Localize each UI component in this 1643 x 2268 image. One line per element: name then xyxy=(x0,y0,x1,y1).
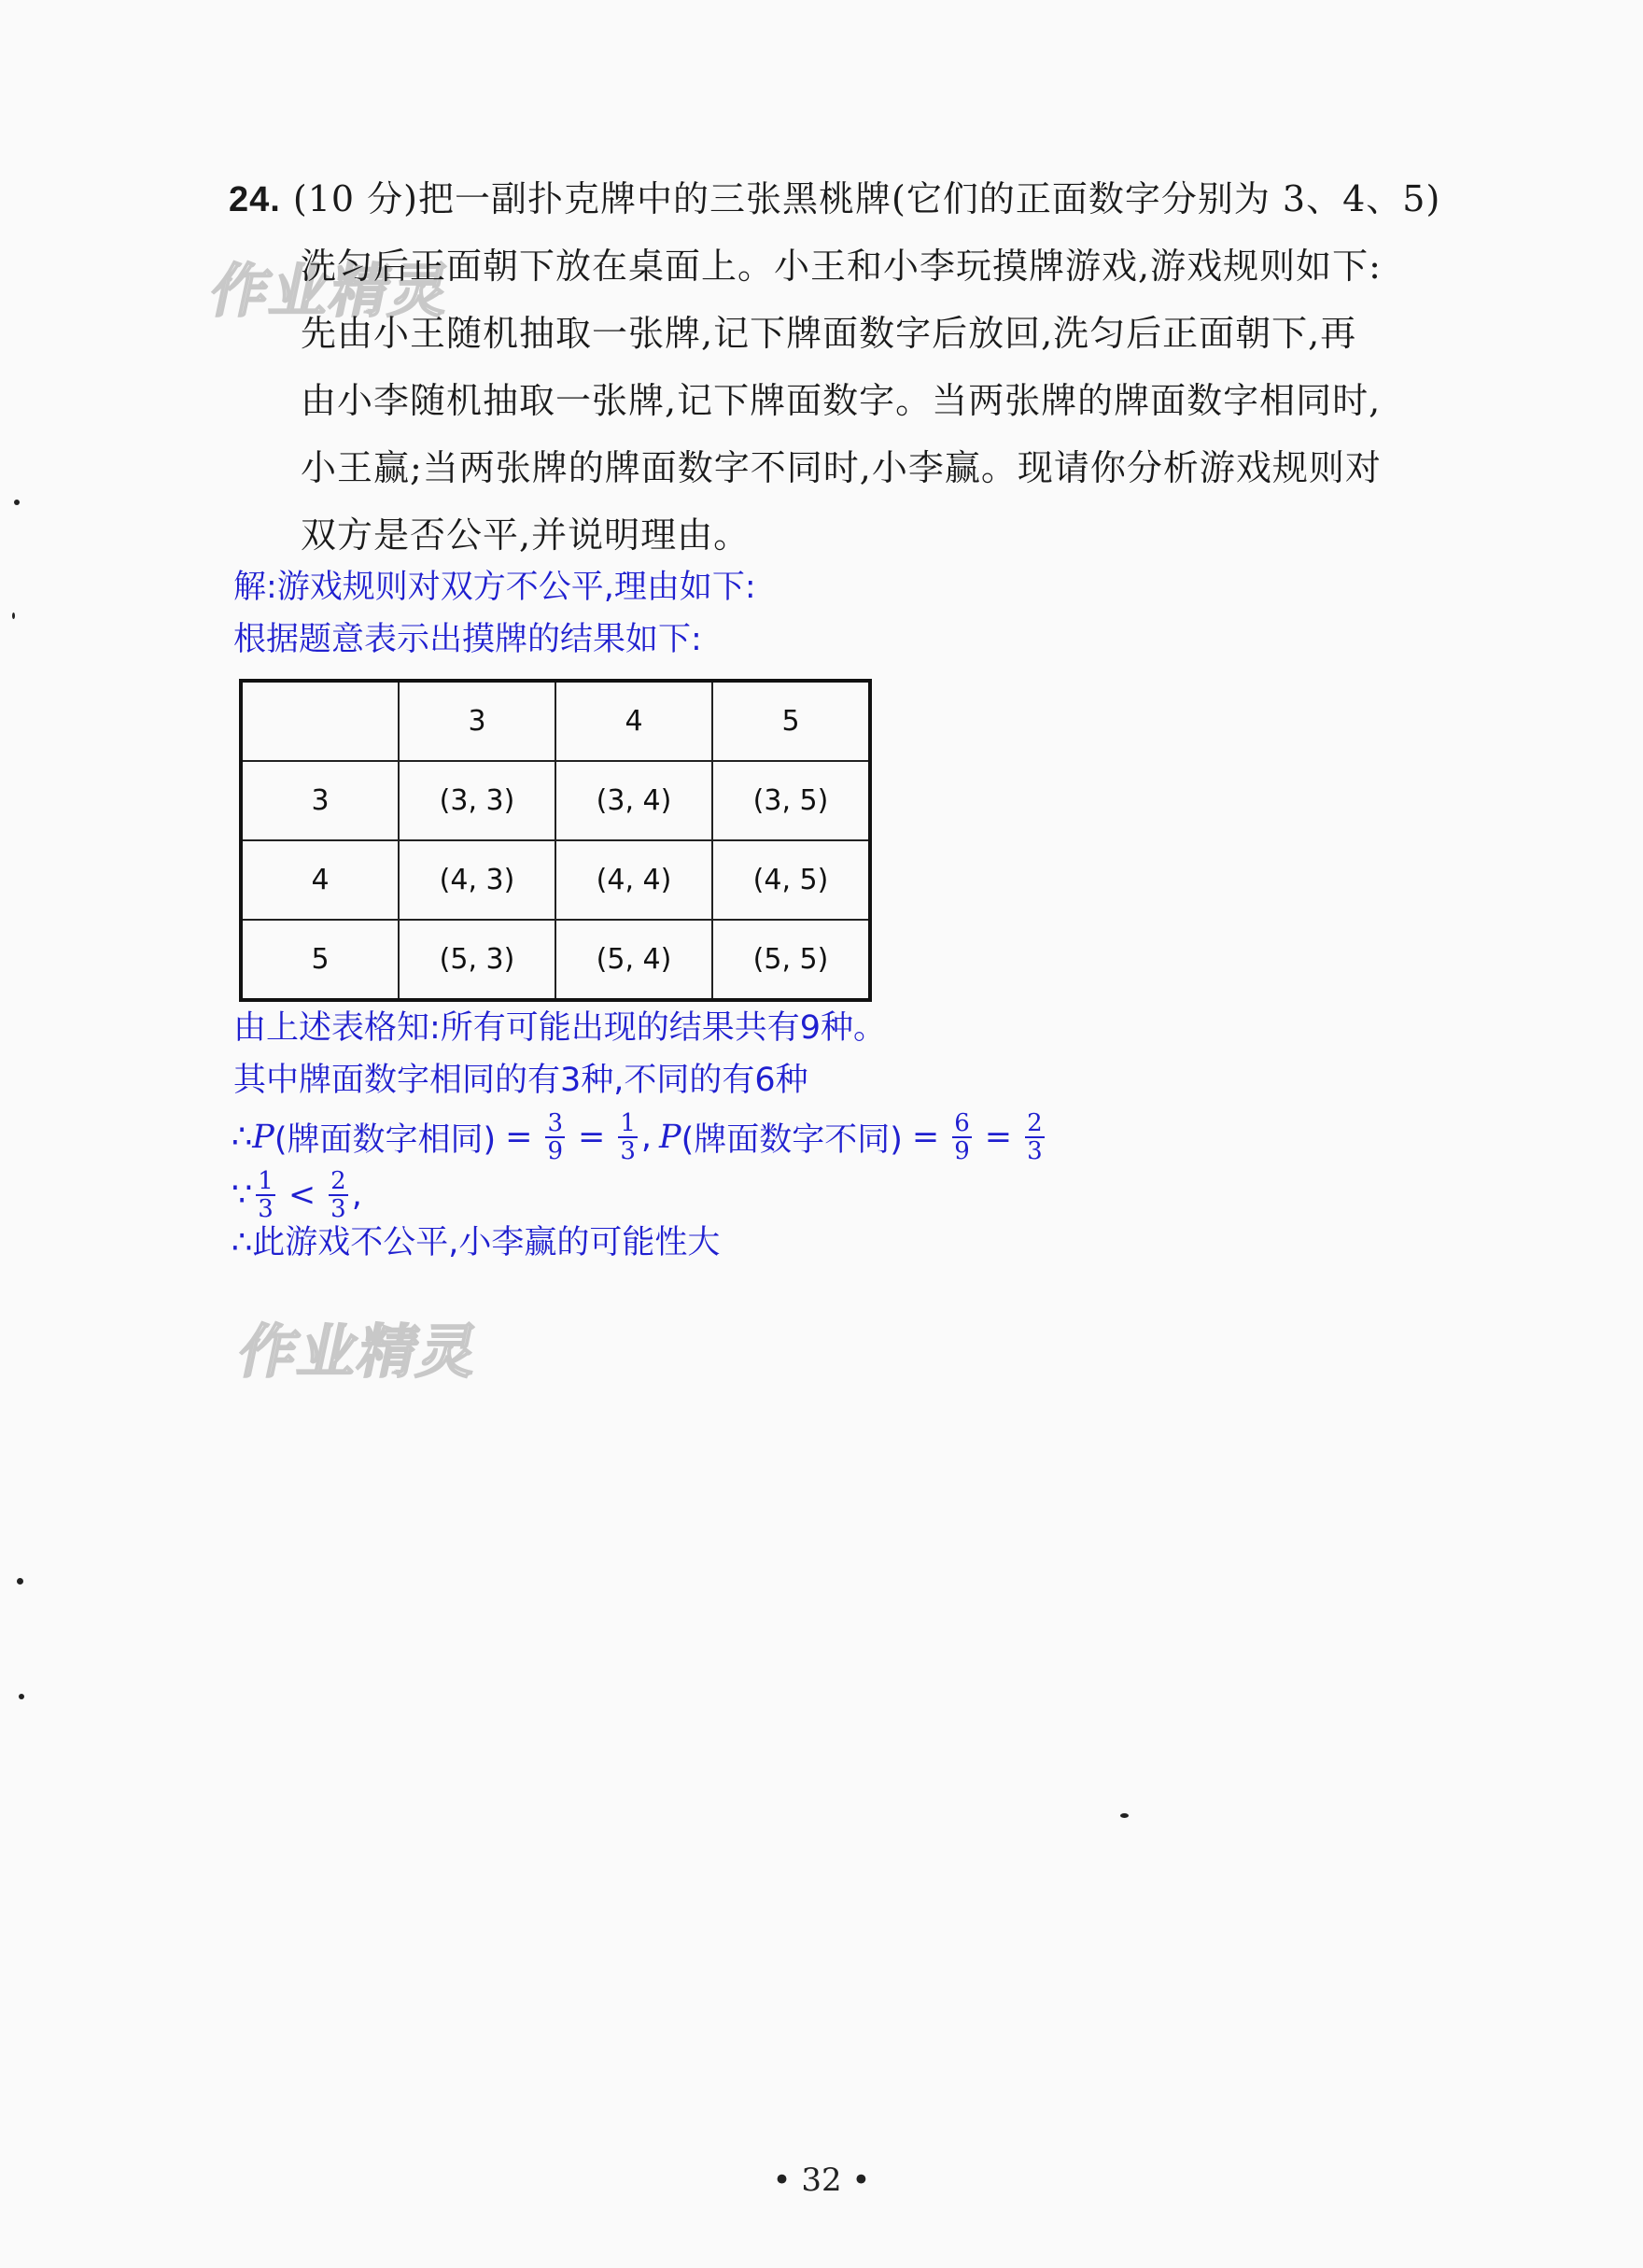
table-header-row xyxy=(241,681,870,761)
probability-equation xyxy=(232,1109,1048,1165)
table-cell: 5 xyxy=(241,920,399,1000)
scan-speck xyxy=(12,613,15,619)
page-number: • 32 • xyxy=(772,2162,871,2199)
scan-speck xyxy=(19,1694,24,1699)
equals-sign: = xyxy=(578,1119,606,1156)
table-cell: 5 xyxy=(712,681,870,761)
p-symbol: P xyxy=(659,1119,681,1156)
table-cell: (4, 3) xyxy=(399,840,555,920)
comparison-inequality xyxy=(232,1167,362,1223)
table-row xyxy=(241,920,870,1000)
separator: , xyxy=(351,1176,362,1214)
solution-line-4: 其中牌面数字相同的有3种,不同的有6种 xyxy=(233,1062,808,1099)
watermark-top: 作业精灵 xyxy=(204,257,458,325)
solution-line-2: 根据题意表示出摸牌的结果如下: xyxy=(233,621,702,658)
table-cell: (5, 5) xyxy=(712,920,870,1000)
fraction-one-third: $\frac{1}{3}$ xyxy=(258,1167,274,1223)
problem-line-4: 由小李随机抽取一张牌,记下牌面数字。当两张牌的牌面数字相同时, xyxy=(301,380,1382,421)
conclusion-text: 此游戏不公平,小李赢的可能性大 xyxy=(252,1224,721,1261)
table-cell: 4 xyxy=(555,681,712,761)
solution-line-1: 解:游戏规则对双方不公平,理由如下: xyxy=(233,569,756,606)
fraction-two-thirds: $\frac{2}{3}$ xyxy=(330,1167,346,1223)
table-row xyxy=(241,840,870,920)
less-than-sign: < xyxy=(288,1176,316,1214)
scan-speck xyxy=(14,500,20,505)
equals-sign: = xyxy=(505,1119,533,1156)
problem-line-6: 双方是否公平,并说明理由。 xyxy=(301,514,751,556)
scan-speck xyxy=(17,1578,23,1585)
problem-line-1: (10 分)把一副扑克牌中的三张黑桃牌(它们的正面数字分别为 3、4、5) xyxy=(292,178,1441,219)
table-row xyxy=(241,761,870,840)
p-symbol: P xyxy=(252,1119,274,1156)
solution-line-3: 由上述表格知:所有可能出现的结果共有9种。 xyxy=(233,1009,887,1047)
table-cell: (5, 3) xyxy=(399,920,555,1000)
table-cell: (4, 5) xyxy=(712,840,870,920)
table-cell: (5, 4) xyxy=(555,920,712,1000)
problem-line-2: 洗匀后正面朝下放在桌面上。小王和小李玩摸牌游戏,游戏规则如下: xyxy=(301,246,1382,287)
table-cell: (3, 3) xyxy=(399,761,555,840)
question-number: 24. xyxy=(229,180,281,219)
same-label: (牌面数字相同) xyxy=(274,1121,497,1159)
equals-sign: = xyxy=(911,1119,940,1156)
separator: , xyxy=(640,1119,653,1156)
fraction-diff-simplified: $\frac{2}{3}$ xyxy=(1027,1109,1043,1165)
therefore-symbol: ∴ xyxy=(232,1119,253,1156)
fraction-diff: $\frac{6}{9}$ xyxy=(954,1109,970,1165)
conclusion-line xyxy=(232,1221,720,1264)
therefore-symbol: ∴ xyxy=(232,1224,253,1261)
because-symbol: ∵ xyxy=(232,1176,253,1214)
scan-speck xyxy=(1120,1813,1129,1818)
table-cell: (3, 4) xyxy=(555,761,712,840)
table-cell: (3, 5) xyxy=(712,761,870,840)
fraction-same: $\frac{3}{9}$ xyxy=(547,1109,564,1165)
equals-sign: = xyxy=(984,1119,1013,1156)
table-cell: 3 xyxy=(399,681,555,761)
table-cell xyxy=(241,681,399,761)
table-cell: (4, 4) xyxy=(555,840,712,920)
table-cell: 4 xyxy=(241,840,399,920)
diff-label: (牌面数字不同) xyxy=(681,1121,903,1159)
table-cell: 3 xyxy=(241,761,399,840)
watermark-middle: 作业精灵 xyxy=(232,1317,486,1386)
problem-line-3: 先由小王随机抽取一张牌,记下牌面数字后放回,洗匀后正面朝下,再 xyxy=(301,313,1357,354)
problem-line-5: 小王赢;当两张牌的牌面数字不同时,小李赢。现请你分析游戏规则对 xyxy=(301,447,1382,488)
fraction-same-simplified: $\frac{1}{3}$ xyxy=(620,1109,636,1165)
outcomes-table xyxy=(239,679,872,1002)
